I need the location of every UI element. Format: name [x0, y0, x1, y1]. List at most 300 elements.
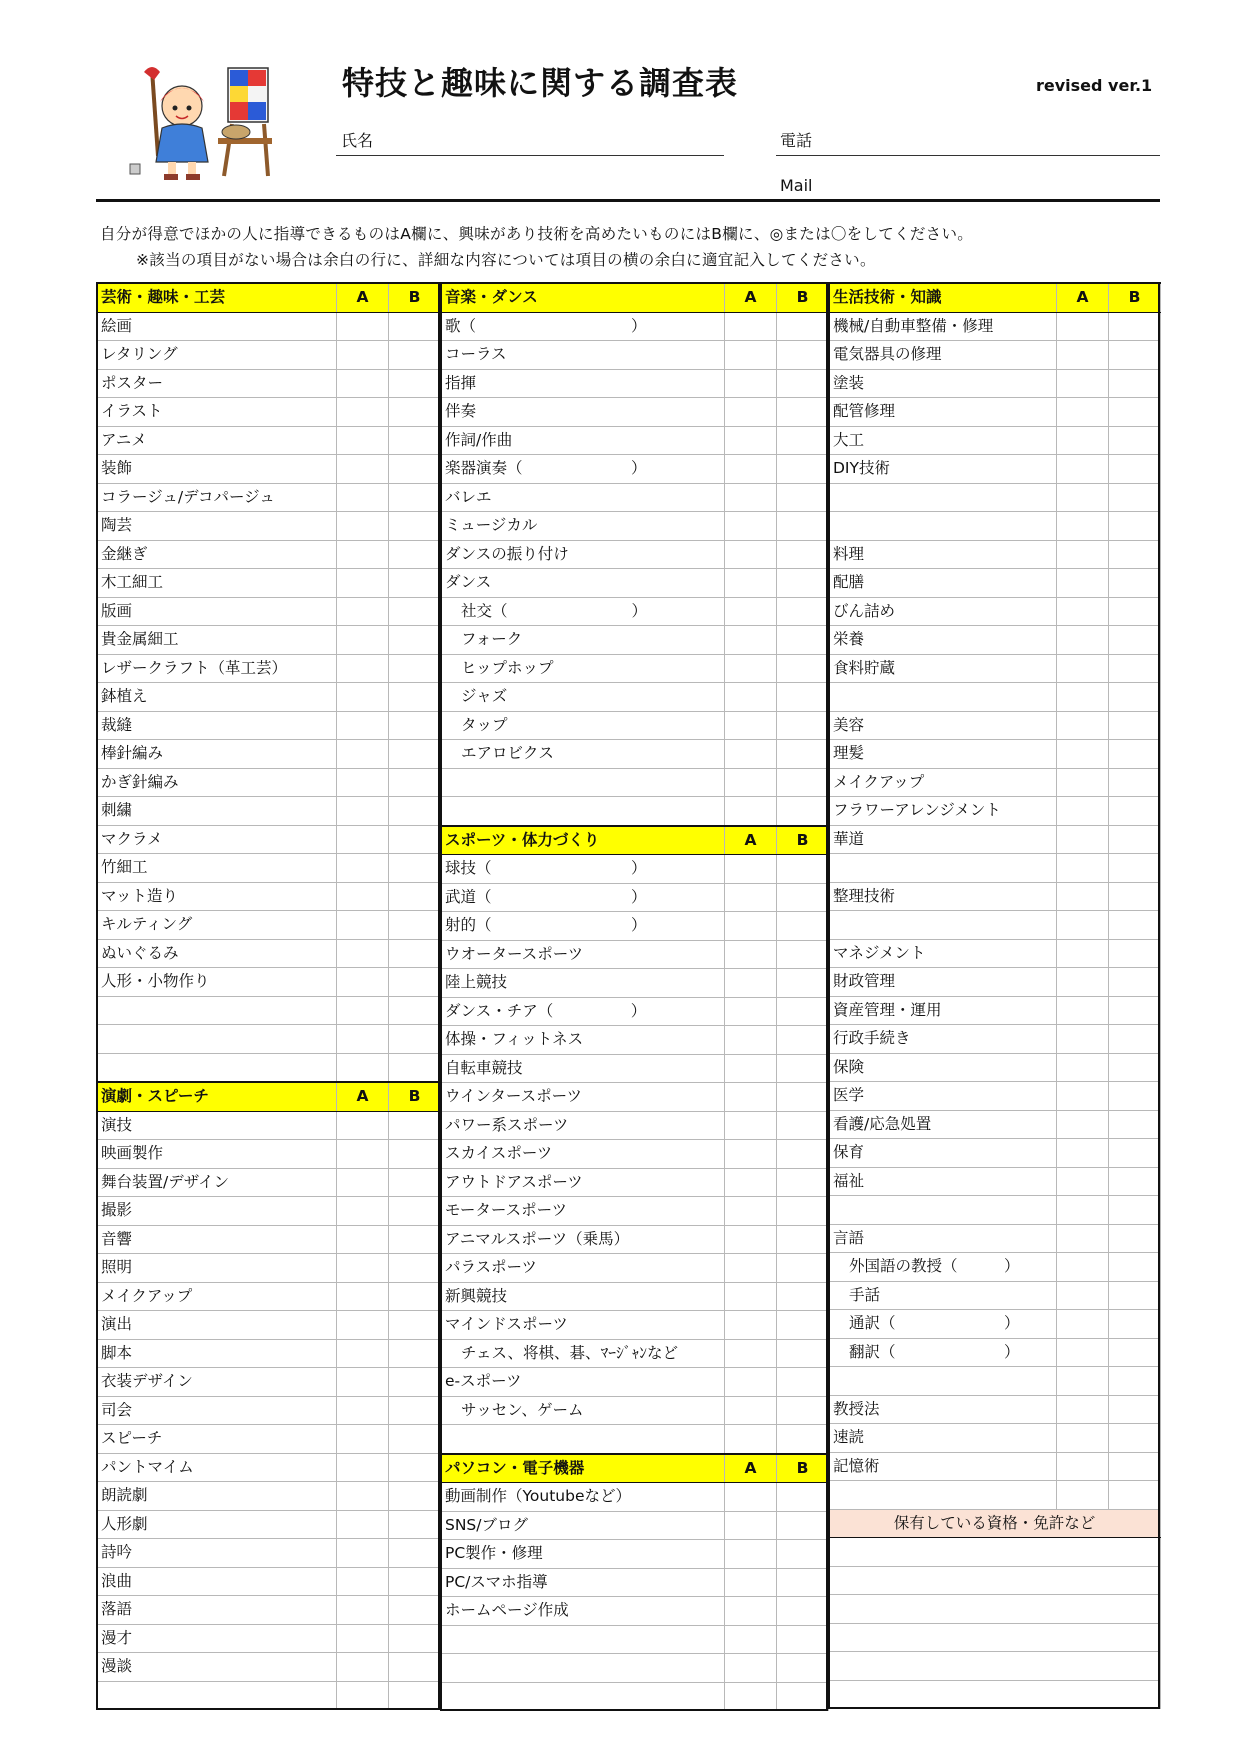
blank-item-cell[interactable]: [829, 911, 1057, 940]
checkbox-cell-a[interactable]: [1057, 1424, 1109, 1453]
checkbox-cell-a[interactable]: [725, 855, 777, 884]
checkbox-cell-b[interactable]: [777, 912, 829, 941]
checkbox-cell-a[interactable]: [337, 455, 389, 484]
checkbox-cell-b[interactable]: [389, 1539, 441, 1568]
checkbox-cell-b[interactable]: [1109, 1424, 1161, 1453]
checkbox-cell-a[interactable]: [337, 426, 389, 455]
checkbox-cell-a[interactable]: [1057, 768, 1109, 797]
checkbox-cell-a[interactable]: [725, 711, 777, 740]
checkbox-cell-b[interactable]: [777, 1168, 829, 1197]
checkbox-cell-a[interactable]: [337, 968, 389, 997]
checkbox-cell-a[interactable]: [725, 1225, 777, 1254]
checkbox-cell-a[interactable]: [337, 597, 389, 626]
checkbox-cell-a[interactable]: [725, 1254, 777, 1283]
checkbox-cell-b[interactable]: [1109, 1110, 1161, 1139]
checkbox-cell-a[interactable]: [1057, 683, 1109, 712]
qualification-entry-cell[interactable]: [829, 1538, 1161, 1567]
checkbox-cell-a[interactable]: [1057, 711, 1109, 740]
checkbox-cell-a[interactable]: [1057, 455, 1109, 484]
checkbox-cell-a[interactable]: [1057, 1224, 1109, 1253]
checkbox-cell-b[interactable]: [389, 1197, 441, 1226]
blank-item-cell[interactable]: [441, 768, 725, 797]
checkbox-cell-a[interactable]: [1057, 597, 1109, 626]
checkbox-cell-b[interactable]: [389, 1368, 441, 1397]
checkbox-cell-b[interactable]: [1109, 1253, 1161, 1282]
checkbox-cell-b[interactable]: [389, 1396, 441, 1425]
checkbox-cell-a[interactable]: [725, 597, 777, 626]
blank-item-cell[interactable]: [97, 1681, 337, 1710]
qualification-entry-cell[interactable]: [829, 1566, 1161, 1595]
checkbox-cell-a[interactable]: [725, 1026, 777, 1055]
checkbox-cell-a[interactable]: [725, 626, 777, 655]
checkbox-cell-b[interactable]: [389, 626, 441, 655]
blank-item-cell[interactable]: [829, 1481, 1057, 1510]
checkbox-cell-a[interactable]: [337, 740, 389, 769]
checkbox-cell-b[interactable]: [777, 1511, 829, 1540]
checkbox-cell-b[interactable]: [389, 882, 441, 911]
checkbox-cell-b[interactable]: [777, 1339, 829, 1368]
checkbox-cell-b[interactable]: [389, 1453, 441, 1482]
blank-item-cell[interactable]: [829, 1196, 1057, 1225]
checkbox-cell-a[interactable]: [1057, 512, 1109, 541]
checkbox-cell-b[interactable]: [389, 369, 441, 398]
checkbox-cell-a[interactable]: [725, 740, 777, 769]
checkbox-cell-a[interactable]: [337, 483, 389, 512]
checkbox-cell-a[interactable]: [725, 1654, 777, 1683]
checkbox-cell-a[interactable]: [337, 1539, 389, 1568]
checkbox-cell-b[interactable]: [777, 569, 829, 598]
checkbox-cell-b[interactable]: [777, 797, 829, 826]
checkbox-cell-b[interactable]: [777, 1225, 829, 1254]
checkbox-cell-a[interactable]: [1057, 426, 1109, 455]
checkbox-cell-b[interactable]: [1109, 1025, 1161, 1054]
checkbox-cell-b[interactable]: [1109, 569, 1161, 598]
checkbox-cell-b[interactable]: [777, 483, 829, 512]
checkbox-cell-a[interactable]: [725, 455, 777, 484]
checkbox-cell-b[interactable]: [389, 1311, 441, 1340]
checkbox-cell-a[interactable]: [725, 1425, 777, 1454]
checkbox-cell-b[interactable]: [777, 1026, 829, 1055]
checkbox-cell-b[interactable]: [1109, 1167, 1161, 1196]
checkbox-cell-b[interactable]: [777, 1111, 829, 1140]
checkbox-cell-a[interactable]: [337, 996, 389, 1025]
checkbox-cell-b[interactable]: [777, 740, 829, 769]
checkbox-cell-a[interactable]: [337, 711, 389, 740]
checkbox-cell-a[interactable]: [725, 1282, 777, 1311]
blank-item-cell[interactable]: [97, 1025, 337, 1054]
checkbox-cell-a[interactable]: [725, 512, 777, 541]
qualification-entry-cell[interactable]: [829, 1680, 1161, 1709]
checkbox-cell-a[interactable]: [337, 1425, 389, 1454]
checkbox-cell-b[interactable]: [389, 540, 441, 569]
checkbox-cell-a[interactable]: [725, 1197, 777, 1226]
checkbox-cell-a[interactable]: [725, 654, 777, 683]
checkbox-cell-a[interactable]: [725, 1311, 777, 1340]
checkbox-cell-a[interactable]: [725, 969, 777, 998]
checkbox-cell-b[interactable]: [1109, 1053, 1161, 1082]
qualification-entry-row[interactable]: [829, 1680, 1161, 1709]
checkbox-cell-b[interactable]: [1109, 1281, 1161, 1310]
checkbox-cell-b[interactable]: [1109, 512, 1161, 541]
checkbox-cell-b[interactable]: [1109, 996, 1161, 1025]
checkbox-cell-b[interactable]: [1109, 455, 1161, 484]
checkbox-cell-b[interactable]: [777, 1282, 829, 1311]
checkbox-cell-a[interactable]: [1057, 1167, 1109, 1196]
checkbox-cell-a[interactable]: [337, 1254, 389, 1283]
checkbox-cell-a[interactable]: [1057, 882, 1109, 911]
checkbox-cell-a[interactable]: [1057, 369, 1109, 398]
checkbox-cell-b[interactable]: [777, 1425, 829, 1454]
checkbox-cell-b[interactable]: [1109, 768, 1161, 797]
qualification-entry-row[interactable]: [829, 1566, 1161, 1595]
checkbox-cell-b[interactable]: [389, 455, 441, 484]
checkbox-cell-a[interactable]: [337, 854, 389, 883]
checkbox-cell-a[interactable]: [725, 683, 777, 712]
checkbox-cell-a[interactable]: [1057, 1452, 1109, 1481]
checkbox-cell-a[interactable]: [725, 341, 777, 370]
checkbox-cell-b[interactable]: [1109, 797, 1161, 826]
checkbox-cell-b[interactable]: [389, 1282, 441, 1311]
checkbox-cell-a[interactable]: [337, 341, 389, 370]
checkbox-cell-a[interactable]: [725, 398, 777, 427]
checkbox-cell-b[interactable]: [389, 1653, 441, 1682]
checkbox-cell-a[interactable]: [725, 1568, 777, 1597]
checkbox-cell-a[interactable]: [1057, 854, 1109, 883]
checkbox-cell-a[interactable]: [725, 369, 777, 398]
checkbox-cell-a[interactable]: [337, 683, 389, 712]
checkbox-cell-a[interactable]: [725, 997, 777, 1026]
checkbox-cell-b[interactable]: [777, 1311, 829, 1340]
checkbox-cell-b[interactable]: [389, 483, 441, 512]
name-field-line[interactable]: [336, 155, 724, 156]
checkbox-cell-b[interactable]: [777, 626, 829, 655]
checkbox-cell-a[interactable]: [1057, 1139, 1109, 1168]
checkbox-cell-a[interactable]: [725, 1339, 777, 1368]
checkbox-cell-a[interactable]: [337, 1025, 389, 1054]
checkbox-cell-a[interactable]: [1057, 1025, 1109, 1054]
checkbox-cell-a[interactable]: [725, 940, 777, 969]
checkbox-cell-b[interactable]: [1109, 1139, 1161, 1168]
checkbox-cell-b[interactable]: [1109, 312, 1161, 341]
checkbox-cell-a[interactable]: [1057, 1310, 1109, 1339]
checkbox-cell-a[interactable]: [1057, 654, 1109, 683]
checkbox-cell-a[interactable]: [1057, 1053, 1109, 1082]
qualification-entry-cell[interactable]: [829, 1652, 1161, 1681]
checkbox-cell-a[interactable]: [1057, 911, 1109, 940]
checkbox-cell-a[interactable]: [725, 1111, 777, 1140]
checkbox-cell-b[interactable]: [1109, 483, 1161, 512]
checkbox-cell-a[interactable]: [337, 1453, 389, 1482]
checkbox-cell-b[interactable]: [777, 940, 829, 969]
checkbox-cell-b[interactable]: [389, 1596, 441, 1625]
checkbox-cell-a[interactable]: [1057, 1110, 1109, 1139]
checkbox-cell-a[interactable]: [1057, 1196, 1109, 1225]
checkbox-cell-b[interactable]: [777, 883, 829, 912]
checkbox-cell-b[interactable]: [389, 768, 441, 797]
checkbox-cell-b[interactable]: [389, 312, 441, 341]
checkbox-cell-b[interactable]: [389, 1339, 441, 1368]
checkbox-cell-b[interactable]: [1109, 1224, 1161, 1253]
checkbox-cell-b[interactable]: [1109, 1452, 1161, 1481]
checkbox-cell-a[interactable]: [337, 1053, 389, 1082]
checkbox-cell-a[interactable]: [337, 939, 389, 968]
checkbox-cell-a[interactable]: [337, 1567, 389, 1596]
checkbox-cell-b[interactable]: [1109, 1481, 1161, 1510]
checkbox-cell-a[interactable]: [337, 1681, 389, 1710]
blank-item-cell[interactable]: [829, 512, 1057, 541]
blank-item-cell[interactable]: [441, 797, 725, 826]
checkbox-cell-b[interactable]: [389, 1681, 441, 1710]
checkbox-cell-a[interactable]: [337, 1624, 389, 1653]
checkbox-cell-b[interactable]: [777, 1083, 829, 1112]
checkbox-cell-b[interactable]: [777, 1254, 829, 1283]
checkbox-cell-b[interactable]: [389, 1140, 441, 1169]
checkbox-cell-a[interactable]: [337, 1140, 389, 1169]
qualification-entry-row[interactable]: [829, 1623, 1161, 1652]
checkbox-cell-b[interactable]: [389, 1025, 441, 1054]
checkbox-cell-b[interactable]: [1109, 1082, 1161, 1111]
checkbox-cell-b[interactable]: [777, 855, 829, 884]
checkbox-cell-b[interactable]: [777, 711, 829, 740]
checkbox-cell-b[interactable]: [1109, 711, 1161, 740]
checkbox-cell-b[interactable]: [1109, 597, 1161, 626]
checkbox-cell-a[interactable]: [725, 1597, 777, 1626]
checkbox-cell-b[interactable]: [777, 1368, 829, 1397]
checkbox-cell-b[interactable]: [1109, 1310, 1161, 1339]
checkbox-cell-a[interactable]: [337, 1225, 389, 1254]
checkbox-cell-a[interactable]: [1057, 1367, 1109, 1396]
checkbox-cell-b[interactable]: [1109, 911, 1161, 940]
checkbox-cell-a[interactable]: [725, 1540, 777, 1569]
checkbox-cell-b[interactable]: [777, 1483, 829, 1512]
checkbox-cell-b[interactable]: [777, 398, 829, 427]
checkbox-cell-b[interactable]: [777, 369, 829, 398]
checkbox-cell-b[interactable]: [389, 1225, 441, 1254]
checkbox-cell-a[interactable]: [1057, 341, 1109, 370]
checkbox-cell-a[interactable]: [337, 540, 389, 569]
checkbox-cell-b[interactable]: [389, 1624, 441, 1653]
checkbox-cell-a[interactable]: [1057, 797, 1109, 826]
checkbox-cell-b[interactable]: [389, 683, 441, 712]
checkbox-cell-b[interactable]: [389, 740, 441, 769]
checkbox-cell-b[interactable]: [389, 854, 441, 883]
blank-item-cell[interactable]: [829, 483, 1057, 512]
checkbox-cell-b[interactable]: [389, 996, 441, 1025]
checkbox-cell-b[interactable]: [389, 1254, 441, 1283]
checkbox-cell-a[interactable]: [725, 312, 777, 341]
blank-item-cell[interactable]: [441, 1425, 725, 1454]
checkbox-cell-b[interactable]: [389, 1567, 441, 1596]
checkbox-cell-b[interactable]: [389, 512, 441, 541]
checkbox-cell-b[interactable]: [1109, 939, 1161, 968]
checkbox-cell-a[interactable]: [337, 825, 389, 854]
checkbox-cell-a[interactable]: [337, 1111, 389, 1140]
blank-item-cell[interactable]: [441, 1625, 725, 1654]
checkbox-cell-b[interactable]: [1109, 1367, 1161, 1396]
checkbox-cell-b[interactable]: [777, 1396, 829, 1425]
checkbox-cell-b[interactable]: [777, 1568, 829, 1597]
qualification-entry-row[interactable]: [829, 1652, 1161, 1681]
checkbox-cell-a[interactable]: [725, 1396, 777, 1425]
checkbox-cell-a[interactable]: [725, 1682, 777, 1711]
blank-item-cell[interactable]: [97, 996, 337, 1025]
checkbox-cell-b[interactable]: [389, 654, 441, 683]
checkbox-cell-b[interactable]: [389, 1168, 441, 1197]
checkbox-cell-b[interactable]: [389, 597, 441, 626]
checkbox-cell-a[interactable]: [337, 1282, 389, 1311]
checkbox-cell-b[interactable]: [389, 1510, 441, 1539]
checkbox-cell-b[interactable]: [1109, 654, 1161, 683]
checkbox-cell-b[interactable]: [389, 1053, 441, 1082]
checkbox-cell-b[interactable]: [1109, 740, 1161, 769]
checkbox-cell-b[interactable]: [777, 341, 829, 370]
checkbox-cell-b[interactable]: [777, 1197, 829, 1226]
checkbox-cell-a[interactable]: [1057, 398, 1109, 427]
checkbox-cell-a[interactable]: [337, 1482, 389, 1511]
checkbox-cell-b[interactable]: [389, 1482, 441, 1511]
checkbox-cell-a[interactable]: [1057, 1395, 1109, 1424]
checkbox-cell-a[interactable]: [1057, 1481, 1109, 1510]
checkbox-cell-b[interactable]: [389, 825, 441, 854]
checkbox-cell-a[interactable]: [337, 882, 389, 911]
checkbox-cell-b[interactable]: [1109, 1196, 1161, 1225]
checkbox-cell-a[interactable]: [725, 1168, 777, 1197]
checkbox-cell-a[interactable]: [1057, 312, 1109, 341]
checkbox-cell-b[interactable]: [777, 768, 829, 797]
qualification-entry-row[interactable]: [829, 1538, 1161, 1567]
checkbox-cell-a[interactable]: [1057, 996, 1109, 1025]
qualification-entry-cell[interactable]: [829, 1623, 1161, 1652]
checkbox-cell-a[interactable]: [725, 1083, 777, 1112]
checkbox-cell-b[interactable]: [1109, 1338, 1161, 1367]
checkbox-cell-a[interactable]: [337, 512, 389, 541]
checkbox-cell-a[interactable]: [725, 1625, 777, 1654]
checkbox-cell-b[interactable]: [1109, 683, 1161, 712]
checkbox-cell-b[interactable]: [1109, 882, 1161, 911]
checkbox-cell-b[interactable]: [389, 569, 441, 598]
checkbox-cell-b[interactable]: [389, 426, 441, 455]
checkbox-cell-b[interactable]: [777, 426, 829, 455]
checkbox-cell-b[interactable]: [1109, 369, 1161, 398]
checkbox-cell-b[interactable]: [1109, 825, 1161, 854]
checkbox-cell-a[interactable]: [337, 1339, 389, 1368]
checkbox-cell-a[interactable]: [725, 426, 777, 455]
checkbox-cell-a[interactable]: [1057, 569, 1109, 598]
checkbox-cell-a[interactable]: [725, 912, 777, 941]
checkbox-cell-b[interactable]: [1109, 626, 1161, 655]
checkbox-cell-b[interactable]: [777, 654, 829, 683]
checkbox-cell-b[interactable]: [389, 1425, 441, 1454]
checkbox-cell-b[interactable]: [389, 1111, 441, 1140]
blank-item-cell[interactable]: [829, 683, 1057, 712]
checkbox-cell-b[interactable]: [389, 711, 441, 740]
blank-item-cell[interactable]: [441, 1682, 725, 1711]
checkbox-cell-b[interactable]: [777, 512, 829, 541]
blank-item-cell[interactable]: [97, 1053, 337, 1082]
checkbox-cell-b[interactable]: [777, 997, 829, 1026]
checkbox-cell-a[interactable]: [337, 1197, 389, 1226]
checkbox-cell-a[interactable]: [725, 883, 777, 912]
checkbox-cell-a[interactable]: [1057, 1253, 1109, 1282]
checkbox-cell-b[interactable]: [777, 969, 829, 998]
blank-item-cell[interactable]: [441, 1654, 725, 1683]
checkbox-cell-a[interactable]: [337, 1168, 389, 1197]
checkbox-cell-a[interactable]: [1057, 825, 1109, 854]
checkbox-cell-a[interactable]: [337, 398, 389, 427]
checkbox-cell-a[interactable]: [725, 1054, 777, 1083]
checkbox-cell-a[interactable]: [337, 768, 389, 797]
blank-item-cell[interactable]: [829, 1367, 1057, 1396]
checkbox-cell-b[interactable]: [777, 1654, 829, 1683]
checkbox-cell-a[interactable]: [1057, 1281, 1109, 1310]
checkbox-cell-a[interactable]: [337, 911, 389, 940]
checkbox-cell-a[interactable]: [1057, 1082, 1109, 1111]
checkbox-cell-b[interactable]: [777, 1682, 829, 1711]
checkbox-cell-a[interactable]: [1057, 968, 1109, 997]
checkbox-cell-a[interactable]: [725, 569, 777, 598]
checkbox-cell-a[interactable]: [337, 569, 389, 598]
checkbox-cell-a[interactable]: [1057, 1338, 1109, 1367]
checkbox-cell-a[interactable]: [337, 654, 389, 683]
checkbox-cell-b[interactable]: [777, 455, 829, 484]
checkbox-cell-a[interactable]: [725, 797, 777, 826]
qualification-entry-row[interactable]: [829, 1595, 1161, 1624]
checkbox-cell-b[interactable]: [1109, 968, 1161, 997]
checkbox-cell-a[interactable]: [337, 369, 389, 398]
checkbox-cell-b[interactable]: [389, 797, 441, 826]
phone-field-line[interactable]: [776, 155, 1160, 156]
checkbox-cell-a[interactable]: [725, 540, 777, 569]
checkbox-cell-a[interactable]: [725, 483, 777, 512]
checkbox-cell-a[interactable]: [1057, 939, 1109, 968]
qualification-entry-cell[interactable]: [829, 1595, 1161, 1624]
checkbox-cell-a[interactable]: [1057, 740, 1109, 769]
checkbox-cell-b[interactable]: [777, 1597, 829, 1626]
checkbox-cell-b[interactable]: [777, 540, 829, 569]
checkbox-cell-a[interactable]: [1057, 483, 1109, 512]
checkbox-cell-b[interactable]: [777, 1140, 829, 1169]
checkbox-cell-b[interactable]: [389, 939, 441, 968]
checkbox-cell-b[interactable]: [1109, 341, 1161, 370]
checkbox-cell-a[interactable]: [337, 1311, 389, 1340]
checkbox-cell-b[interactable]: [1109, 540, 1161, 569]
checkbox-cell-b[interactable]: [1109, 398, 1161, 427]
checkbox-cell-a[interactable]: [337, 312, 389, 341]
blank-item-cell[interactable]: [829, 854, 1057, 883]
checkbox-cell-a[interactable]: [725, 1140, 777, 1169]
checkbox-cell-a[interactable]: [725, 1368, 777, 1397]
checkbox-cell-b[interactable]: [1109, 1395, 1161, 1424]
checkbox-cell-a[interactable]: [725, 1511, 777, 1540]
checkbox-cell-a[interactable]: [1057, 626, 1109, 655]
checkbox-cell-b[interactable]: [389, 398, 441, 427]
checkbox-cell-b[interactable]: [777, 312, 829, 341]
checkbox-cell-b[interactable]: [389, 968, 441, 997]
checkbox-cell-a[interactable]: [337, 1596, 389, 1625]
checkbox-cell-a[interactable]: [337, 797, 389, 826]
checkbox-cell-b[interactable]: [389, 911, 441, 940]
checkbox-cell-a[interactable]: [337, 1510, 389, 1539]
checkbox-cell-a[interactable]: [725, 768, 777, 797]
checkbox-cell-a[interactable]: [337, 1653, 389, 1682]
checkbox-cell-b[interactable]: [389, 341, 441, 370]
checkbox-cell-a[interactable]: [1057, 540, 1109, 569]
checkbox-cell-b[interactable]: [1109, 426, 1161, 455]
checkbox-cell-b[interactable]: [777, 683, 829, 712]
checkbox-cell-a[interactable]: [337, 626, 389, 655]
checkbox-cell-b[interactable]: [1109, 854, 1161, 883]
checkbox-cell-a[interactable]: [725, 1483, 777, 1512]
